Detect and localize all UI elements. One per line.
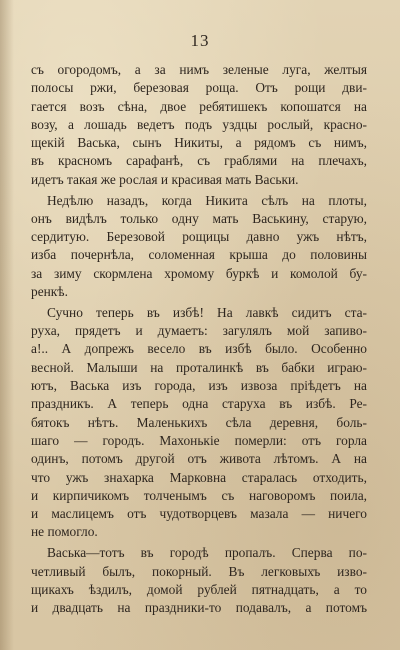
text-line: одинъ, потомъ другой отъ живота лѣтомъ. А на	[31, 451, 367, 467]
text-line: и кирпичикомъ толченымъ съ наговоромъ поила,	[31, 487, 367, 503]
text-line: щикахъ ѣздилъ, домой рублей пятнадцать, а то	[31, 581, 367, 597]
text-line: въ красномъ сарафанѣ, съ граблями на плечахъ,	[31, 153, 367, 169]
text-line: Недѣлю назадъ, когда Никита сѣлъ на плоты,	[47, 192, 367, 208]
text-line: что ужъ знахарка Марковна старалась отходить,	[31, 469, 367, 485]
text-line: а!.. А допрежъ весело въ избѣ было. Особенно	[31, 341, 367, 357]
text-line: четливый былъ, покорный. Въ легковыхъ изво-	[31, 563, 367, 579]
text-line: сердитую. Березовой рощицы давно ужъ нѣтъ,	[31, 229, 367, 245]
text-line: съ огородомъ, а за нимъ зеленые луга, желтыя	[31, 62, 367, 77]
text-line: Васька—тотъ въ городѣ пропалъ. Сперва по-	[47, 545, 367, 561]
paragraph-1	[31, 61, 367, 189]
text-line: возу, а лошадь ведетъ подъ уздцы рослый, красно-	[31, 116, 367, 132]
text-line: весной. Малыши на проталинкѣ въ бабки играю-	[31, 359, 367, 375]
text-line: щекій Васька, сынъ Никиты, а рядомъ съ нимъ,	[31, 135, 367, 151]
text-line: праздникъ. А теперь одна старуха въ избѣ. Ре-	[31, 396, 367, 412]
text-line: за зиму скормлена хромому буркѣ и комолой бу-	[31, 265, 367, 281]
paragraph-2	[31, 192, 367, 302]
text-line: не помогло.	[31, 524, 98, 540]
text-line: и маслицемъ отъ чудотворцевъ мазала — ничего	[31, 506, 367, 522]
text-line: изба почернѣла, соломенная крыша до половины	[31, 247, 367, 263]
text-line: и двадцать на праздники-то подавалъ, а потомъ	[31, 600, 367, 616]
text-line: ренкѣ.	[31, 284, 68, 300]
body-text	[31, 61, 367, 617]
paragraph-4	[31, 544, 367, 617]
text-line: полосы ржи, березовая роща. Отъ рощи дви-	[31, 80, 367, 96]
text-line: бятокъ нѣтъ. Маленькихъ сѣла деревня, боль-	[31, 414, 367, 430]
page-number: 13	[190, 31, 210, 50]
page-gutter-shadow	[0, 0, 14, 650]
paragraph-3	[31, 304, 367, 542]
text-line: руха, прядетъ и думаетъ: загулялъ мой запиво-	[31, 323, 367, 339]
text-line: Сучно теперь въ избѣ! На лавкѣ сидитъ ста-	[47, 304, 367, 320]
text-line: ютъ, Васька изъ города, изъ извоза пріѣдетъ на	[31, 378, 367, 394]
text-line: онъ видѣлъ только одну мать Васькину, старую,	[31, 210, 367, 226]
text-line: идетъ такая же рослая и красивая мать Васьки.	[31, 171, 299, 187]
text-line: гается возъ сѣна, двое ребятишекъ копошатся на	[31, 98, 367, 114]
text-line: шаго — городъ. Махонькіе померли: отъ горла	[31, 432, 367, 448]
